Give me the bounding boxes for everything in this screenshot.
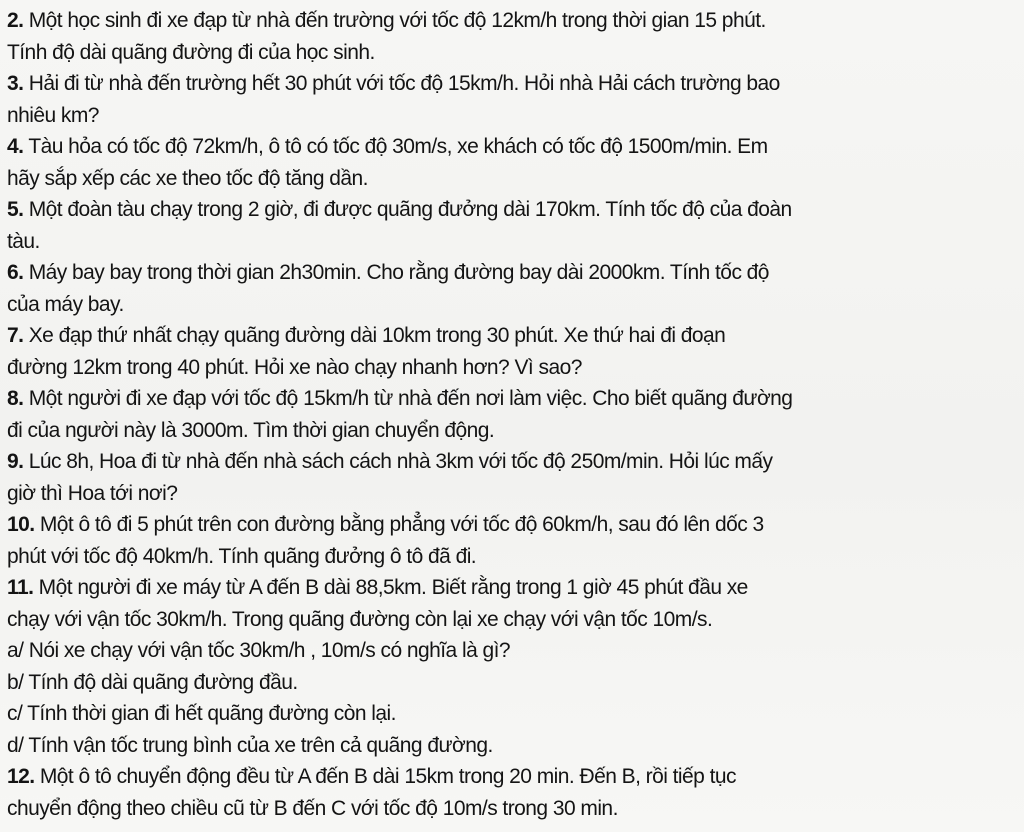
line-text: đường 12km trong 40 phút. Hỏi xe nào chạy nhanh hơn? Vì sao? <box>7 355 582 379</box>
line-text: hãy sắp xếp các xe theo tốc độ tăng dần. <box>7 166 368 190</box>
text-line <box>7 383 1024 415</box>
text-line <box>7 68 1024 100</box>
line-text: b/ Tính độ dài quãng đường đầu. <box>7 670 298 694</box>
line-text: Một đoàn tàu chạy trong 2 giờ, đi được quãng đưởng dài 170km. Tính tốc độ của đoàn <box>23 198 792 221</box>
line-text: Hải đi từ nhà đến trường hết 30 phút với tốc độ 15km/h. Hỏi nhà Hải cách trường bao <box>23 72 780 95</box>
text-line <box>7 698 1024 730</box>
line-text: c/ Tính thời gian đi hết quãng đường còn lại. <box>7 702 396 725</box>
line-text: đi của người này là 3000m. Tìm thời gian chuyển động. <box>7 418 495 442</box>
exercise-number: 2. <box>7 9 24 32</box>
line-text: Một học sinh đi xe đạp từ nhà đến trường với tốc độ 12km/h trong thời gian 15 phút. <box>23 9 766 32</box>
text-line <box>7 478 1024 510</box>
line-text: Xe đạp thứ nhất chạy quãng đường dài 10km trong 30 phút. Xe thứ hai đi đoạn <box>23 324 726 347</box>
text-line <box>7 100 1024 132</box>
text-line <box>7 194 1024 226</box>
exercise-number: 6. <box>7 261 24 284</box>
text-line <box>7 289 1024 321</box>
text-line <box>7 730 1024 762</box>
exercise-number: 9. <box>7 450 24 473</box>
line-text: của máy bay. <box>7 292 124 316</box>
text-line <box>7 257 1024 289</box>
line-text: Một người đi xe đạp với tốc độ 15km/h từ nhà đến nơi làm việc. Cho biết quãng đường <box>23 387 793 410</box>
exercise-number: 4. <box>7 135 24 158</box>
text-line <box>7 446 1024 478</box>
text-line <box>7 604 1024 636</box>
text-line <box>7 572 1024 604</box>
exercise-number: 10. <box>7 513 35 536</box>
line-text: chạy với vận tốc 30km/h. Trong quãng đường còn lại xe chạy với vận tốc 10m/s. <box>7 607 713 631</box>
exercise-number: 12. <box>7 765 35 788</box>
text-line <box>7 635 1024 667</box>
line-text: Lúc 8h, Hoa đi từ nhà đến nhà sách cách nhà 3km với tốc độ 250m/min. Hỏi lúc mấy <box>23 450 773 473</box>
text-line <box>7 37 1024 69</box>
exercise-number: 11. <box>7 576 34 599</box>
exercise-number: 7. <box>7 324 24 347</box>
text-line <box>7 320 1024 352</box>
line-text: Tàu hỏa có tốc độ 72km/h, ô tô có tốc độ 30m/s, xe khách có tốc độ 1500m/min. Em <box>23 135 768 158</box>
text-line <box>7 509 1024 541</box>
text-line <box>7 761 1024 793</box>
line-text: Tính độ dài quãng đường đi của học sinh. <box>7 40 375 64</box>
line-text: tàu. <box>7 229 40 253</box>
line-text: giờ thì Hoa tới nơi? <box>7 481 178 505</box>
text-line <box>7 541 1024 573</box>
line-text: Máy bay bay trong thời gian 2h30min. Cho rằng đường bay dài 2000km. Tính tốc độ <box>23 261 769 284</box>
exercise-number: 5. <box>7 198 24 221</box>
text-line <box>7 352 1024 384</box>
line-text: a/ Nói xe chạy với vận tốc 30km/h , 10m/s có nghĩa là gì? <box>7 639 511 662</box>
text-line <box>7 131 1024 163</box>
line-text: Một ô tô đi 5 phút trên con đường bằng phẳng với tốc độ 60km/h, sau đó lên dốc 3 <box>34 513 764 536</box>
line-text: nhiêu km? <box>7 103 99 127</box>
text-line <box>7 163 1024 195</box>
exercise-number: 3. <box>7 72 24 95</box>
text-line <box>7 226 1024 258</box>
line-text: Một ô tô chuyển động đều từ A đến B dài 15km trong 20 min. Đến B, rồi tiếp tục <box>34 765 736 788</box>
line-text: chuyển động theo chiều cũ từ B đến C với tốc độ 10m/s trong 30 min. <box>7 796 618 820</box>
text-line <box>7 5 1024 37</box>
text-line <box>7 667 1024 699</box>
exercise-number: 8. <box>7 387 24 410</box>
line-text: Một người đi xe máy từ A đến B dài 88,5km. Biết rằng trong 1 giờ 45 phút đầu xe <box>33 576 748 599</box>
line-text: d/ Tính vận tốc trung bình của xe trên cả quãng đường. <box>7 733 493 757</box>
text-line <box>7 793 1024 825</box>
text-line <box>7 415 1024 447</box>
line-text: phút với tốc độ 40km/h. Tính quãng đưởng ô tô đã đi. <box>7 544 477 568</box>
